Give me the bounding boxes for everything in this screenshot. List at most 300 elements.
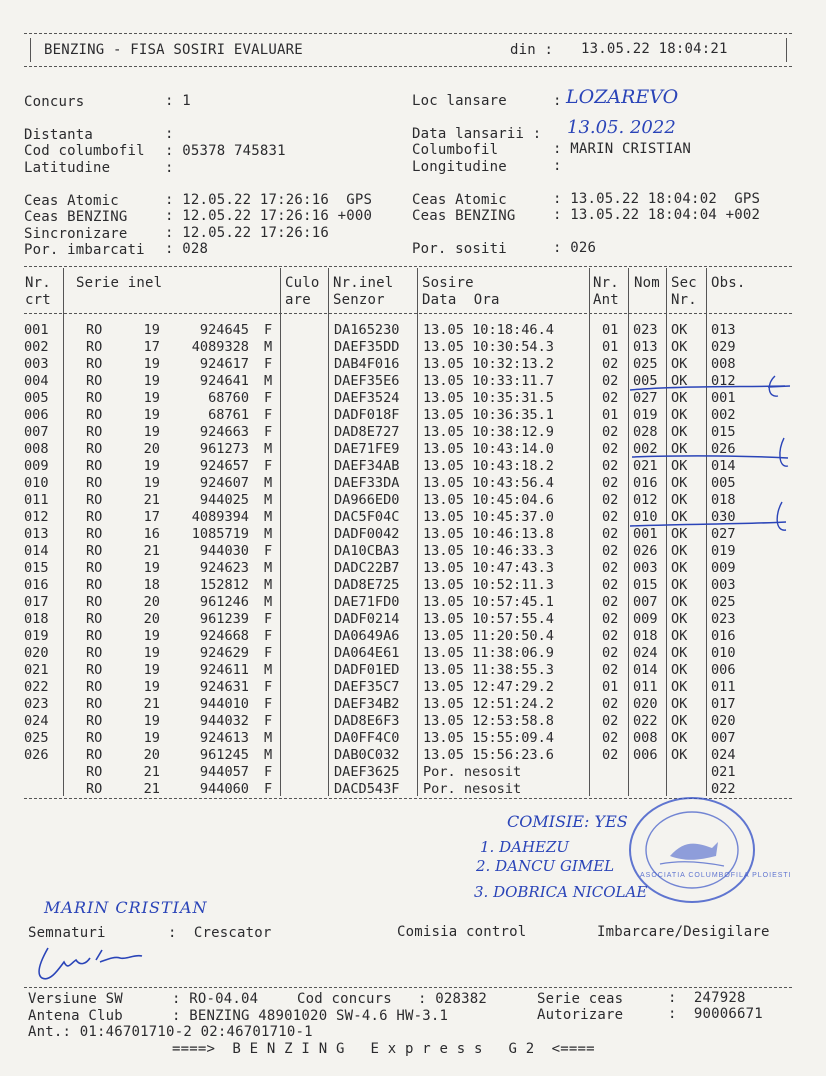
row-nom: 021 bbox=[633, 458, 658, 474]
row-nom: 013 bbox=[633, 339, 658, 355]
row-ant: 01 bbox=[602, 407, 619, 423]
row-obs: 007 bbox=[711, 730, 736, 746]
col-sep-4 bbox=[417, 268, 418, 796]
row-an: 20 bbox=[143, 747, 160, 763]
row-an: 19 bbox=[143, 560, 160, 576]
row-obs: 003 bbox=[711, 577, 736, 593]
row-obs: 002 bbox=[711, 407, 736, 423]
row-nr: 018 bbox=[24, 611, 49, 627]
row-nr: 014 bbox=[24, 543, 49, 559]
longitudine-label: Longitudine bbox=[412, 159, 507, 175]
row-tara: RO bbox=[86, 696, 103, 712]
ceas-atomic-start-label: Ceas Atomic bbox=[24, 193, 119, 209]
row-sec: OK bbox=[671, 560, 688, 576]
row-senzor: DAEF34AB bbox=[334, 458, 400, 474]
row-sec: OK bbox=[671, 356, 688, 372]
row-senzor: DA0FF4C0 bbox=[334, 730, 400, 746]
row-sec: OK bbox=[671, 441, 688, 457]
row-sec: OK bbox=[671, 577, 688, 593]
row-senzor: DA165230 bbox=[334, 322, 400, 338]
row-sex: M bbox=[264, 339, 273, 355]
cod-columbofil-value: : 05378 745831 bbox=[165, 143, 286, 159]
header-obs: Obs. bbox=[711, 275, 746, 291]
ceas-atomic-end-value: : 13.05.22 18:04:02 GPS bbox=[553, 191, 761, 207]
row-nom: 015 bbox=[633, 577, 658, 593]
row-sec: OK bbox=[671, 747, 688, 763]
versiune-label: Versiune SW bbox=[28, 991, 123, 1007]
row-senzor: DA0649A6 bbox=[334, 628, 400, 644]
row-ant: 02 bbox=[602, 424, 619, 440]
row-nr: 008 bbox=[24, 441, 49, 457]
row-nr: 023 bbox=[24, 696, 49, 712]
row-senzor: DAC5F04C bbox=[334, 509, 400, 525]
row-sex: F bbox=[264, 322, 273, 338]
row-nr: 001 bbox=[24, 322, 49, 338]
row-senzor: DA966ED0 bbox=[334, 492, 400, 508]
row-obs: 005 bbox=[711, 475, 736, 491]
distanta-value: : bbox=[165, 126, 174, 142]
row-tara: RO bbox=[86, 526, 103, 542]
header-culo-1: Culo bbox=[285, 275, 320, 291]
row-tara: RO bbox=[86, 713, 103, 729]
row-an: 21 bbox=[143, 764, 160, 780]
row-sec: OK bbox=[671, 713, 688, 729]
row-ant: 02 bbox=[602, 628, 619, 644]
cod-concurs-label: Cod concurs bbox=[297, 991, 392, 1007]
row-nom: 026 bbox=[633, 543, 658, 559]
table-header-border bbox=[24, 313, 792, 314]
row-senzor: DAD8E6F3 bbox=[334, 713, 400, 729]
data-lansarii-label: Data lansarii : bbox=[412, 126, 542, 142]
antenna-ids: Ant.: 01:46701710-2 02:46701710-1 bbox=[28, 1024, 313, 1040]
row-senzor: DAEF3625 bbox=[334, 764, 400, 780]
row-obs: 014 bbox=[711, 458, 736, 474]
row-sosire: 13.05 10:57:55.4 bbox=[423, 611, 554, 627]
row-sosire: 13.05 10:30:54.3 bbox=[423, 339, 554, 355]
imbarcati-value: : 028 bbox=[165, 241, 209, 257]
row-obs: 010 bbox=[711, 645, 736, 661]
row-senzor: DAEF35E6 bbox=[334, 373, 400, 389]
row-ant: 02 bbox=[602, 713, 619, 729]
row-an: 16 bbox=[143, 526, 160, 542]
row-sex: M bbox=[264, 441, 273, 457]
row-inel: 961245 bbox=[199, 747, 249, 763]
report-date-label: din : bbox=[510, 42, 554, 58]
row-senzor: DADF018F bbox=[334, 407, 400, 423]
row-sex: F bbox=[264, 713, 273, 729]
row-nom: 027 bbox=[633, 390, 658, 406]
row-ant: 01 bbox=[602, 679, 619, 695]
row-sex: M bbox=[264, 560, 273, 576]
serie-ceas-value: : 247928 bbox=[668, 990, 746, 1006]
row-inel: 924668 bbox=[199, 628, 249, 644]
row-sec: OK bbox=[671, 628, 688, 644]
row-an: 19 bbox=[143, 373, 160, 389]
row-ant: 02 bbox=[602, 475, 619, 491]
row-sec: OK bbox=[671, 475, 688, 491]
row-sosire: 13.05 10:57:45.1 bbox=[423, 594, 554, 610]
row-nr: 021 bbox=[24, 662, 49, 678]
row-sosire: 13.05 10:32:13.2 bbox=[423, 356, 554, 372]
row-sex: M bbox=[264, 730, 273, 746]
row-ant: 02 bbox=[602, 390, 619, 406]
row-sex: F bbox=[264, 407, 273, 423]
row-nom: 023 bbox=[633, 322, 658, 338]
row-nr: 006 bbox=[24, 407, 49, 423]
row-sex: F bbox=[264, 458, 273, 474]
row-sec: OK bbox=[671, 509, 688, 525]
row-senzor: DADF01ED bbox=[334, 662, 400, 678]
row-nr: 011 bbox=[24, 492, 49, 508]
row-sosire: 13.05 10:33:11.7 bbox=[423, 373, 554, 389]
row-tara: RO bbox=[86, 543, 103, 559]
header-nr-1: Nr. bbox=[25, 275, 51, 291]
ceas-benzing-end-label: Ceas BENZING bbox=[412, 208, 516, 224]
row-an: 20 bbox=[143, 611, 160, 627]
row-tara: RO bbox=[86, 730, 103, 746]
col-sep-3 bbox=[328, 268, 329, 796]
row-inel: 924617 bbox=[199, 356, 249, 372]
row-sex: M bbox=[264, 509, 273, 525]
row-inel: 924631 bbox=[199, 679, 249, 695]
row-obs: 017 bbox=[711, 696, 736, 712]
row-nom: 018 bbox=[633, 628, 658, 644]
row-nr: 010 bbox=[24, 475, 49, 491]
row-ant: 01 bbox=[602, 322, 619, 338]
row-sosire: 13.05 10:47:43.3 bbox=[423, 560, 554, 576]
sincronizare-label: Sincronizare bbox=[24, 226, 128, 242]
row-sosire: 13.05 15:55:09.4 bbox=[423, 730, 554, 746]
header-bottom-border bbox=[24, 66, 792, 67]
row-tara: RO bbox=[86, 475, 103, 491]
row-an: 19 bbox=[143, 407, 160, 423]
row-obs: 025 bbox=[711, 594, 736, 610]
row-nom: 012 bbox=[633, 492, 658, 508]
row-sosire: 13.05 15:56:23.6 bbox=[423, 747, 554, 763]
row-sex: M bbox=[264, 577, 273, 593]
row-obs: 012 bbox=[711, 373, 736, 389]
row-obs: 008 bbox=[711, 356, 736, 372]
row-an: 21 bbox=[143, 696, 160, 712]
row-an: 19 bbox=[143, 424, 160, 440]
row-sec: OK bbox=[671, 679, 688, 695]
row-sec: OK bbox=[671, 645, 688, 661]
row-nr: 005 bbox=[24, 390, 49, 406]
row-tara: RO bbox=[86, 679, 103, 695]
row-sex: F bbox=[264, 356, 273, 372]
row-sex: F bbox=[264, 764, 273, 780]
col-sep-5 bbox=[589, 268, 590, 796]
row-obs: 026 bbox=[711, 441, 736, 457]
row-tara: RO bbox=[86, 424, 103, 440]
row-sex: F bbox=[264, 424, 273, 440]
header-top-border bbox=[24, 33, 792, 34]
header-left-border bbox=[30, 38, 31, 62]
row-sec: OK bbox=[671, 611, 688, 627]
row-sec: OK bbox=[671, 407, 688, 423]
concurs-value: : 1 bbox=[165, 93, 191, 109]
row-ant: 02 bbox=[602, 730, 619, 746]
row-inel: 924641 bbox=[199, 373, 249, 389]
row-nom: 003 bbox=[633, 560, 658, 576]
row-obs: 023 bbox=[711, 611, 736, 627]
row-nom: 025 bbox=[633, 356, 658, 372]
row-nr: 016 bbox=[24, 577, 49, 593]
row-an: 19 bbox=[143, 713, 160, 729]
row-sex: F bbox=[264, 781, 273, 797]
row-inel: 68761 bbox=[208, 407, 249, 423]
row-sec: OK bbox=[671, 390, 688, 406]
header-nr-2: crt bbox=[25, 292, 51, 308]
row-sex: M bbox=[264, 373, 273, 389]
row-sec: OK bbox=[671, 458, 688, 474]
row-sex: M bbox=[264, 475, 273, 491]
row-nom: 014 bbox=[633, 662, 658, 678]
row-tara: RO bbox=[86, 390, 103, 406]
row-obs: 018 bbox=[711, 492, 736, 508]
header-inel-2: Senzor bbox=[333, 292, 385, 308]
row-nr: 004 bbox=[24, 373, 49, 389]
row-ant: 02 bbox=[602, 577, 619, 593]
header-inel-1: Nr.inel bbox=[333, 275, 394, 291]
row-tara: RO bbox=[86, 509, 103, 525]
row-inel: 924657 bbox=[199, 458, 249, 474]
row-nom: 016 bbox=[633, 475, 658, 491]
row-sex: F bbox=[264, 628, 273, 644]
row-sex: F bbox=[264, 696, 273, 712]
row-nom: 024 bbox=[633, 645, 658, 661]
row-tara: RO bbox=[86, 458, 103, 474]
row-tara: RO bbox=[86, 781, 103, 797]
row-senzor: DAE71FD0 bbox=[334, 594, 400, 610]
row-tara: RO bbox=[86, 764, 103, 780]
row-sosire: 13.05 10:45:04.6 bbox=[423, 492, 554, 508]
row-an: 20 bbox=[143, 441, 160, 457]
col-sep-2 bbox=[280, 268, 281, 796]
row-obs: 024 bbox=[711, 747, 736, 763]
row-ant: 02 bbox=[602, 696, 619, 712]
row-nr: 024 bbox=[24, 713, 49, 729]
row-senzor: DAEF35DD bbox=[334, 339, 400, 355]
row-sex: M bbox=[264, 662, 273, 678]
row-tara: RO bbox=[86, 611, 103, 627]
antena-label: Antena Club bbox=[28, 1008, 123, 1024]
signatures-label: Semnaturi bbox=[28, 925, 106, 941]
row-nr: 020 bbox=[24, 645, 49, 661]
row-sosire: 13.05 11:20:50.4 bbox=[423, 628, 554, 644]
row-nom: 001 bbox=[633, 526, 658, 542]
table-top-border bbox=[24, 266, 792, 267]
stamp-text: ASOCIATIA COLUMBOFILA PLOIESTI bbox=[640, 872, 792, 879]
header-right-border bbox=[786, 38, 787, 62]
row-an: 18 bbox=[143, 577, 160, 593]
row-senzor: DA064E61 bbox=[334, 645, 400, 661]
header-culo-2: are bbox=[285, 292, 311, 308]
pen-underlines bbox=[600, 370, 810, 540]
row-ant: 02 bbox=[602, 662, 619, 678]
header-sec-1: Sec bbox=[671, 275, 697, 291]
row-sex: F bbox=[264, 679, 273, 695]
row-senzor: DACD543F bbox=[334, 781, 400, 797]
row-sec: OK bbox=[671, 696, 688, 712]
row-inel: 944025 bbox=[199, 492, 249, 508]
row-senzor: DAEF35C7 bbox=[334, 679, 400, 695]
longitudine-value: : bbox=[553, 158, 562, 174]
antena-value: : BENZING 48901020 SW-4.6 HW-3.1 bbox=[172, 1008, 449, 1024]
row-tara: RO bbox=[86, 662, 103, 678]
row-nr: 009 bbox=[24, 458, 49, 474]
row-nr: 002 bbox=[24, 339, 49, 355]
commission-member-3: 3. DOBRICA NICOLAE bbox=[474, 883, 648, 901]
header-ant-2: Ant bbox=[593, 292, 619, 308]
columbofil-label: Columbofil bbox=[412, 142, 499, 158]
row-sosire: 13.05 11:38:55.3 bbox=[423, 662, 554, 678]
row-obs: 021 bbox=[711, 764, 736, 780]
row-nom: 002 bbox=[633, 441, 658, 457]
row-ant: 02 bbox=[602, 645, 619, 661]
row-tara: RO bbox=[86, 594, 103, 610]
header-ant-1: Nr. bbox=[593, 275, 619, 291]
row-sosire: 13.05 10:43:18.2 bbox=[423, 458, 554, 474]
loc-lansare-label: Loc lansare bbox=[412, 93, 507, 109]
row-inel: 961239 bbox=[199, 611, 249, 627]
loc-lansare-sep: : bbox=[553, 93, 562, 109]
row-senzor: DAEF3524 bbox=[334, 390, 400, 406]
row-ant: 02 bbox=[602, 526, 619, 542]
row-sosire: Por. nesosit bbox=[423, 764, 522, 780]
sincronizare-value: : 12.05.22 17:26:16 bbox=[165, 225, 329, 241]
row-sosire: 13.05 10:46:33.3 bbox=[423, 543, 554, 559]
row-ant: 02 bbox=[602, 458, 619, 474]
sositi-label: Por. sositi bbox=[412, 241, 507, 257]
header-serie-inel: Serie inel bbox=[76, 275, 163, 291]
header-sosire-2: Data Ora bbox=[422, 292, 500, 308]
row-sec: OK bbox=[671, 526, 688, 542]
row-inel: 961273 bbox=[199, 441, 249, 457]
row-nom: 009 bbox=[633, 611, 658, 627]
ceas-benzing-start-label: Ceas BENZING bbox=[24, 209, 128, 225]
header-sosire-1: Sosire bbox=[422, 275, 474, 291]
distanta-label: Distanta bbox=[24, 127, 94, 143]
row-inel: 924663 bbox=[199, 424, 249, 440]
owner-name-handwritten: MARIN CRISTIAN bbox=[44, 898, 208, 917]
row-nr: 015 bbox=[24, 560, 49, 576]
row-sosire: 13.05 10:52:11.3 bbox=[423, 577, 554, 593]
row-obs: 027 bbox=[711, 526, 736, 542]
row-sec: OK bbox=[671, 373, 688, 389]
footer-top-border bbox=[24, 987, 792, 988]
row-ant: 02 bbox=[602, 492, 619, 508]
ceas-benzing-start-value: : 12.05.22 17:26:16 +000 bbox=[165, 208, 373, 224]
row-sosire: 13.05 10:36:35.1 bbox=[423, 407, 554, 423]
brand-line: ====> B E N Z I N G E x p r e s s G 2 <==== bbox=[172, 1041, 595, 1057]
row-sec: OK bbox=[671, 730, 688, 746]
owner-signature bbox=[30, 940, 160, 985]
row-nom: 019 bbox=[633, 407, 658, 423]
row-obs: 006 bbox=[711, 662, 736, 678]
row-nom: 008 bbox=[633, 730, 658, 746]
row-nr: 003 bbox=[24, 356, 49, 372]
row-tara: RO bbox=[86, 373, 103, 389]
row-an: 21 bbox=[143, 543, 160, 559]
row-inel: 924645 bbox=[199, 322, 249, 338]
row-tara: RO bbox=[86, 492, 103, 508]
row-tara: RO bbox=[86, 322, 103, 338]
row-sex: M bbox=[264, 747, 273, 763]
row-nr: 013 bbox=[24, 526, 49, 542]
row-sec: OK bbox=[671, 594, 688, 610]
header-sec-2: Nr. bbox=[671, 292, 697, 308]
row-nom: 005 bbox=[633, 373, 658, 389]
row-an: 17 bbox=[143, 509, 160, 525]
row-senzor: DAEF34B2 bbox=[334, 696, 400, 712]
row-sex: F bbox=[264, 390, 273, 406]
row-sosire: 13.05 10:46:13.8 bbox=[423, 526, 554, 542]
row-tara: RO bbox=[86, 560, 103, 576]
row-an: 21 bbox=[143, 781, 160, 797]
row-an: 20 bbox=[143, 594, 160, 610]
ceas-benzing-end-value: : 13.05.22 18:04:04 +002 bbox=[553, 207, 761, 223]
row-sosire: 13.05 12:47:29.2 bbox=[423, 679, 554, 695]
row-sec: OK bbox=[671, 543, 688, 559]
concurs-label: Concurs bbox=[24, 94, 85, 110]
row-tara: RO bbox=[86, 645, 103, 661]
row-obs: 001 bbox=[711, 390, 736, 406]
row-nr: 026 bbox=[24, 747, 49, 763]
row-inel: 944010 bbox=[199, 696, 249, 712]
row-nr: 017 bbox=[24, 594, 49, 610]
row-obs: 009 bbox=[711, 560, 736, 576]
row-obs: 020 bbox=[711, 713, 736, 729]
row-inel: 924623 bbox=[199, 560, 249, 576]
row-obs: 015 bbox=[711, 424, 736, 440]
row-nom: 022 bbox=[633, 713, 658, 729]
row-senzor: DADC22B7 bbox=[334, 560, 400, 576]
commission-member-1: 1. DAHEZU bbox=[480, 838, 570, 856]
data-lansarii-handwritten: 13.05. 2022 bbox=[567, 117, 676, 138]
row-inel: 152812 bbox=[199, 577, 249, 593]
row-ant: 02 bbox=[602, 594, 619, 610]
row-an: 17 bbox=[143, 339, 160, 355]
row-nom: 006 bbox=[633, 747, 658, 763]
row-ant: 02 bbox=[602, 509, 619, 525]
row-inel: 1085719 bbox=[191, 526, 249, 542]
row-senzor: DAB4F016 bbox=[334, 356, 400, 372]
row-sosire: 13.05 10:45:37.0 bbox=[423, 509, 554, 525]
row-tara: RO bbox=[86, 441, 103, 457]
ceas-atomic-start-value: : 12.05.22 17:26:16 GPS bbox=[165, 192, 373, 208]
row-obs: 013 bbox=[711, 322, 736, 338]
row-senzor: DAD8E727 bbox=[334, 424, 400, 440]
cod-columbofil-label: Cod columbofil bbox=[24, 143, 145, 159]
row-sex: M bbox=[264, 594, 273, 610]
loc-lansare-handwritten: LOZAREVO bbox=[566, 86, 679, 108]
row-sec: OK bbox=[671, 322, 688, 338]
row-nr: 025 bbox=[24, 730, 49, 746]
row-sex: M bbox=[264, 492, 273, 508]
row-senzor: DAE71FE9 bbox=[334, 441, 400, 457]
row-an: 19 bbox=[143, 390, 160, 406]
row-tara: RO bbox=[86, 628, 103, 644]
row-inel: 924629 bbox=[199, 645, 249, 661]
signature-comisia-label: Comisia control bbox=[397, 924, 527, 940]
serie-ceas-label: Serie ceas bbox=[537, 991, 624, 1007]
row-inel: 944057 bbox=[199, 764, 249, 780]
row-sex: F bbox=[264, 645, 273, 661]
row-an: 19 bbox=[143, 458, 160, 474]
row-senzor: DA10CBA3 bbox=[334, 543, 400, 559]
commission-title: COMISIE: YES bbox=[507, 812, 628, 831]
